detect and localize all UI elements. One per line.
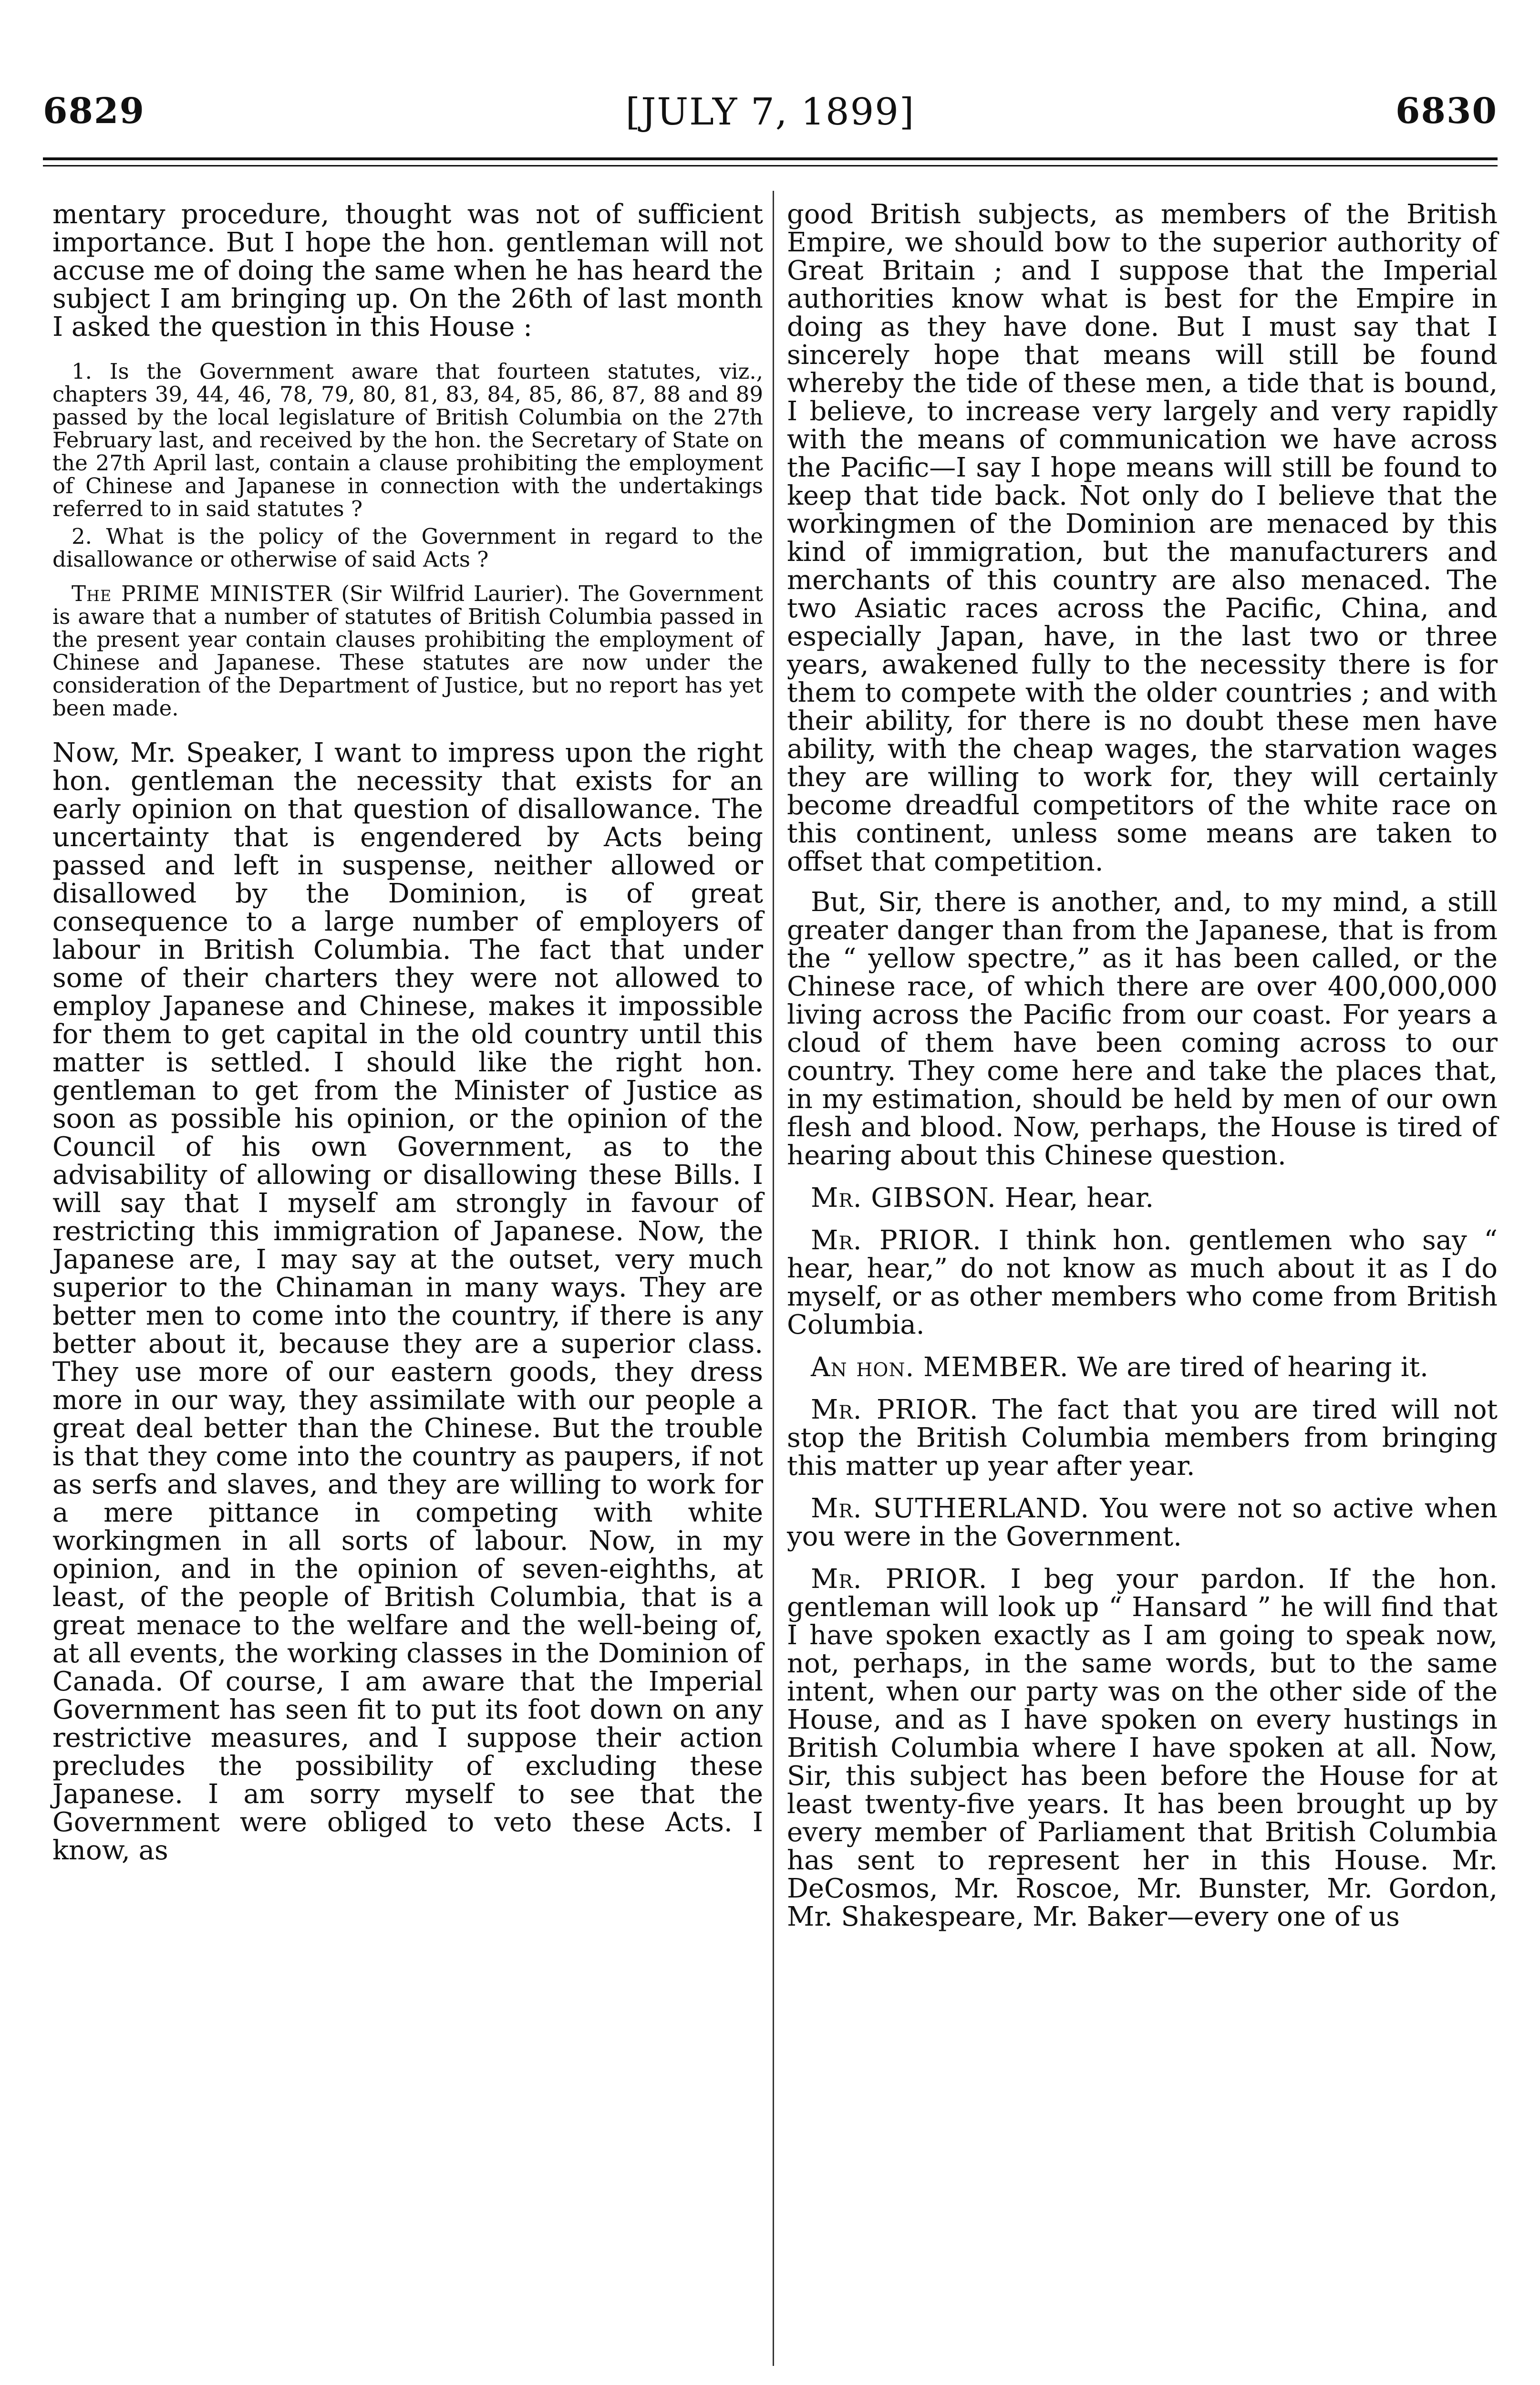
speech-turn <box>787 1396 1498 1480</box>
speech-turn <box>787 1494 1498 1551</box>
column-divider <box>773 191 774 2366</box>
speech-text: Hear, hear. <box>1004 1182 1154 1213</box>
header-rule-thin <box>43 165 1498 166</box>
speech-turn <box>787 1184 1498 1212</box>
question-two: 2. What is the policy of the Government in regard to the disallowance or otherwise of said Acts ? <box>52 524 763 572</box>
answer-text: (Sir Wilfrid Laurier). The Government is aware that a number of statutes of British Columbia passed in the present year contain clauses prohibiting the employment of Chinese and Japanese. These statutes are now under the consideration of the Department of Justice, but no report has yet been made. <box>52 581 764 721</box>
paragraph: good British subjects, as members of the British Empire, we should bow to the superior authority of Great Britain ; and I suppose that the Imperial authorities know what is best for the Empire in doing as they have done. But I must say that I sincerely hope that means will still be found whereby the tide of these men, a tide that is bound, I believe, to increase very largely and very rapidly with the means of communication we have across the Pacific—I say I hope means will still be found to keep that tide back. Not only do I believe that the workingmen of the Dominion are menaced by this kind of immigration, but the manufacturers and merchants of this country are also menaced. The two Asiatic races across the Pacific, China, and especially Japan, have, in the last two or three years, awakened fully to the necessity there is for them to compete with the older countries ; and with their ability, for there is no doubt these men have ability, with the cheap wages, the starvation wages they are willing to work for, they will certainly become dreadful competitors of the white race on this continent, unless some means are taken to offset that competition. <box>787 199 1498 877</box>
speech-turn <box>787 1565 1498 1931</box>
paragraph: Now, Mr. Speaker, I want to impress upon the right hon. gentleman the necessity that exists for an early opinion on that question of disallowance. The uncertainty that is engendered by Acts being passed and left in suspense, neither allowed or disallowed by the Dominion, is of great consequence to a large number of employers of labour in British Columbia. The fact that under some of their charters they were not allowed to employ Japanese and Chinese, makes it impossible for them to get capital in the old country until this matter is settled. I should like the right hon. gentleman to get from the Minister of Justice as soon as possible his opinion, or the opinion of the Council of his own Government, as to the advisability of allowing or disallowing these Bills. I will say that I myself am strongly in favour of restricting this immigration of Japanese. Now, the Japanese are, I may say at the outset, very much superior to the Chinaman in many ways. They are better men to come into the country, if there is any better about it, because they are a superior class. They use more of our eastern goods, they dress more in our way, they assimilate with our people a great deal better than the Chinese. But the trouble is that they come into the country as paupers, if not as serfs and slaves, and they are willing to work for a mere pittance in competing with white workingmen in all sorts of labour. Now, in my opinion, and in the opinion of seven-eighths, at least, of the people of British Columbia, that is a great menace to the welfare and the well-being of, at all events, the working classes in the Dominion of Canada. Of course, I am aware that the Imperial Government has seen fit to put its foot down on any restrictive measures, and I suppose their action precludes the possibility of excluding these Japanese. I am sorry myself to see that the Government were obliged to veto these Acts. I know, as <box>52 737 763 1866</box>
speech-text: You were not so active when you were in the Government. <box>787 1493 1498 1552</box>
page-date: [JULY 7, 1899] <box>625 91 915 134</box>
speaker-name: Mr. PRIOR. <box>811 1225 982 1256</box>
speaker-name: Mr. PRIOR. <box>811 1394 979 1425</box>
paragraph: But, Sir, there is another, and, to my mind, a still greater danger than from the Japanese, that is from the “ yellow spectre,” as it has been called, or the Chinese race, of which there are over 400,000,000 living across the Pacific from our coast. For years a cloud of them have been coming across to our country. They come here and take the places that, in my estimation, should be held by men of our own flesh and blood. Now, perhaps, the House is tired of hearing about this Chinese question. <box>787 887 1498 1171</box>
page-number-right: 6830 <box>1395 91 1498 132</box>
header-rule-thick <box>43 157 1498 160</box>
page-header <box>43 91 1498 148</box>
speech-turn <box>787 1226 1498 1339</box>
speech-text: I beg your pardon. If the hon. gentleman will look up “ Hansard ” he will find that I have spoken exactly as I am going to speak now, not, perhaps, in the same words, but to the same intent, when our party was on the other side of the House, and as I have spoken on every hustings in British Columbia where I have spoken at all. Now, Sir, this subject has been before the House for at least twenty-five years. It has been brought up by every member of Parliament that British Columbia has sent to represent her in this House. Mr. DeCosmos, Mr. Roscoe, Mr. Bunster, Mr. Gordon, Mr. Shakespeare, Mr. Baker—every one of us <box>787 1564 1498 1932</box>
minister-answer <box>52 582 763 720</box>
speaker-name: Mr. PRIOR. <box>811 1564 988 1595</box>
speaker-name: Mr. SUTHERLAND. <box>811 1493 1090 1524</box>
speaker-name: An hon. MEMBER. <box>811 1352 1069 1383</box>
speech-turn <box>787 1353 1498 1381</box>
speech-text: The fact that you are tired will not stop the British Columbia members from bringing this matter up year after year. <box>787 1394 1498 1482</box>
speaker-name: The PRIME MINISTER <box>72 581 332 606</box>
speech-text: We are tired of hearing it. <box>1077 1352 1428 1383</box>
right-column <box>787 200 1498 1945</box>
speech-text: I think hon. gentlemen who say “ hear, hear,” do not know as much about it as I do myself, or as other members who come from British Columbia. <box>787 1225 1498 1340</box>
question-one: 1. Is the Government aware that fourteen statutes, viz., chapters 39, 44, 46, 78, 79, 80, 81, 83, 84, 85, 86, 87, 88 and 89 passed by the local legislature of British Columbia on the 27th February last, and received by the hon. the Secretary of State on the 27th April last, contain a clause prohibiting the employment of Chinese and Japanese in connection with the undertakings referred to in said statutes ? <box>52 359 763 521</box>
speaker-name: Mr. GIBSON. <box>811 1182 996 1213</box>
page-number-left: 6829 <box>43 91 145 132</box>
left-column <box>52 200 763 1877</box>
paragraph: mentary procedure, thought was not of sufficient importance. But I hope the hon. gentleman will not accuse me of doing the same when he has heard the subject I am bringing up. On the 26th of last month I asked the question in this House : <box>52 199 763 342</box>
